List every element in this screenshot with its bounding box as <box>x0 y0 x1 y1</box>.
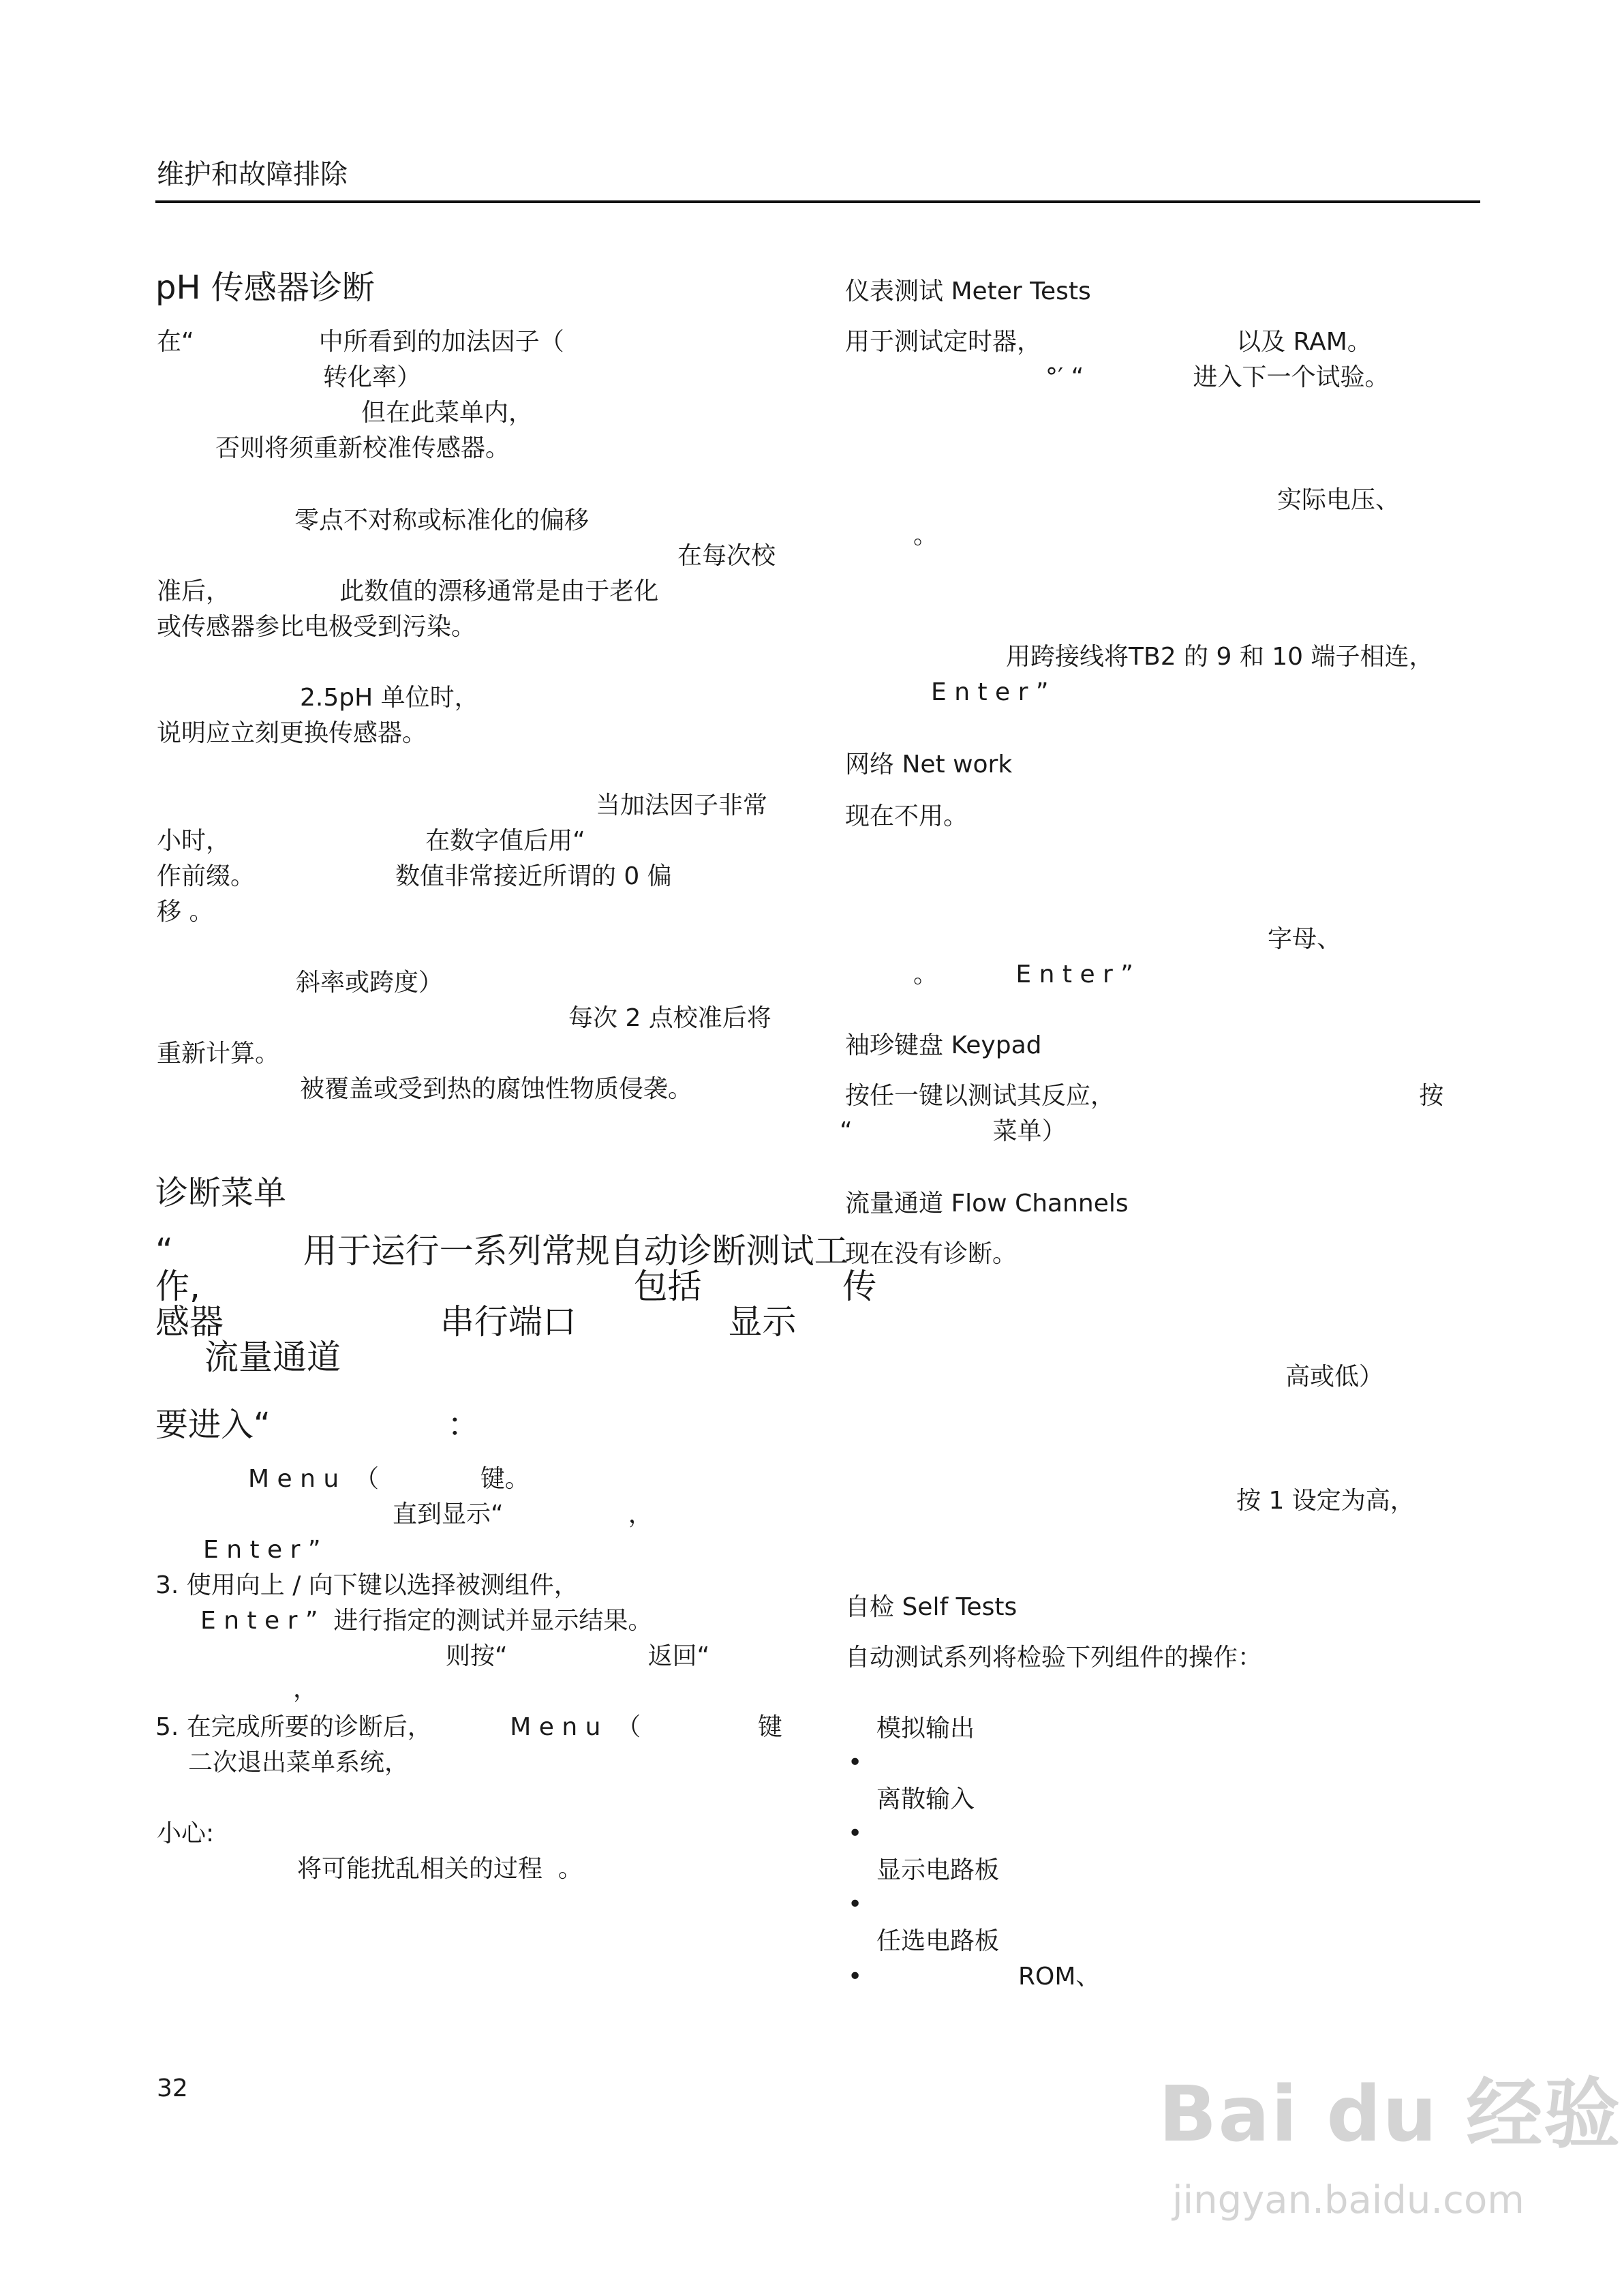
ph-line: 或传感器参比电极受到污染。 <box>157 613 476 641</box>
step-line: 5. 在完成所要的诊断后， M e n u （ 键 <box>155 1713 782 1741</box>
bullet-icon: • <box>848 1963 863 1991</box>
diag-intro-line: “ 用于运行一系列常规自动诊断测试工 <box>155 1231 848 1271</box>
ph-line: 每次 2 点校准后将 <box>568 1004 771 1032</box>
flow-text: 现在没有诊断。 <box>845 1240 1017 1268</box>
self-tests-text: 自动测试系列将检验下列组件的操作： <box>845 1644 1263 1672</box>
meter-line: E n t e r ” <box>931 678 1049 706</box>
ph-line: 准后， 此数值的漂移通常是由于老化 <box>157 577 659 605</box>
ph-line: 小时， 在数字值后用“ <box>157 827 585 855</box>
ph-line: 在每次校 <box>677 542 776 570</box>
ph-line: 作前缀。 数值非常接近所谓的 0 偏 <box>157 862 672 890</box>
self-tests-heading: 自检 Self Tests <box>845 1593 1017 1621</box>
ph-line: 2.5pH 单位时， <box>300 684 479 712</box>
caution-label: 小心: <box>157 1819 215 1847</box>
header-rule <box>155 200 1480 203</box>
meter-line: 用于测试定时器， 以及 RAM。 <box>845 328 1372 356</box>
step-line: E n t e r ” <box>203 1536 321 1564</box>
ph-line: 被覆盖或受到热的腐蚀性物质侵袭。 <box>300 1075 693 1103</box>
ph-line: 在“ 中所看到的加法因子（ <box>157 328 564 356</box>
step-line: M e n u （ 键。 <box>248 1465 530 1493</box>
ph-line: 移 。 <box>157 898 214 926</box>
ph-line: 斜率或跨度） <box>296 969 444 997</box>
ph-line: 否则将须重新校准传感器。 <box>215 434 510 462</box>
keypad-line: 按任一键以测试其反应， 按 <box>845 1082 1444 1110</box>
bullet-icon: • <box>848 1749 863 1777</box>
diag-intro-line: 作, 包括 传 <box>155 1267 877 1306</box>
page-header-title: 维护和故障排除 <box>157 159 348 190</box>
enter-menu-heading: 要进入“ ： <box>155 1406 480 1444</box>
bullet-icon: • <box>848 1819 863 1847</box>
meter-line: 用跨接线将TB2 的 9 和 10 端子相连， <box>1006 643 1434 671</box>
page-number: 32 <box>157 2074 188 2102</box>
flow-line: 按 1 设定为高， <box>1236 1487 1415 1515</box>
bullet-icon: • <box>848 1890 863 1918</box>
flow-line: 高或低） <box>1285 1363 1384 1391</box>
diag-intro-line: 感器 串行端口 显示 <box>155 1302 797 1342</box>
self-test-item: 显示电路板 <box>876 1856 1000 1884</box>
baidu-watermark-url: jingyan.baidu.com <box>1172 2178 1525 2222</box>
self-test-item: ROM、 <box>1018 1963 1101 1991</box>
baidu-watermark-logo: Bai du 经验 <box>1159 2070 1622 2159</box>
network-line: 字母、 <box>1268 925 1342 953</box>
self-test-item: 模拟输出 <box>876 1715 975 1742</box>
network-text: 现在不用。 <box>845 802 968 830</box>
keypad-line: “ 菜单） <box>840 1117 1067 1145</box>
meter-tests-heading: 仪表测试 Meter Tests <box>845 277 1091 305</box>
step-line: 直到显示“ ， <box>393 1500 653 1528</box>
caution-text: 将可能扰乱相关的过程 。 <box>297 1855 583 1883</box>
ph-line: 但在此菜单内， <box>361 399 534 427</box>
ph-line: 重新计算。 <box>157 1040 280 1068</box>
flow-channels-heading: 流量通道 Flow Channels <box>845 1190 1129 1218</box>
ph-diagnostics-heading: pH 传感器诊断 <box>155 269 375 307</box>
ph-line: 说明应立刻更换传感器。 <box>157 719 427 747</box>
diag-intro-line: 流量通道 <box>204 1338 341 1377</box>
step-line: 3. 使用向上 / 向下键以选择被测组件， <box>155 1571 579 1599</box>
meter-line: 实际电压、 <box>1277 486 1401 514</box>
ph-line: 当加法因子非常 <box>596 791 768 819</box>
step-line: 二次退出菜单系统， <box>188 1749 410 1777</box>
meter-line: °′ “ 进入下一个试验。 <box>1045 363 1390 391</box>
diagnostics-menu-heading: 诊断菜单 <box>155 1174 287 1212</box>
step-line: ， <box>293 1675 318 1703</box>
meter-line: 。 <box>913 522 938 549</box>
self-test-item: 任选电路板 <box>876 1927 1000 1955</box>
ph-line: 转化率） <box>323 363 422 391</box>
self-test-item: 离散输入 <box>876 1785 975 1813</box>
step-line: 则按“ 返回“ <box>446 1642 710 1670</box>
keypad-heading: 袖珍键盘 Keypad <box>845 1031 1042 1059</box>
step-line: E n t e r ” 进行指定的测试并显示结果。 <box>200 1607 653 1635</box>
network-heading: 网络 Net work <box>845 751 1013 779</box>
network-line: 。 E n t e r ” <box>913 961 1133 988</box>
ph-line: 零点不对称或标准化的偏移 <box>294 507 590 534</box>
